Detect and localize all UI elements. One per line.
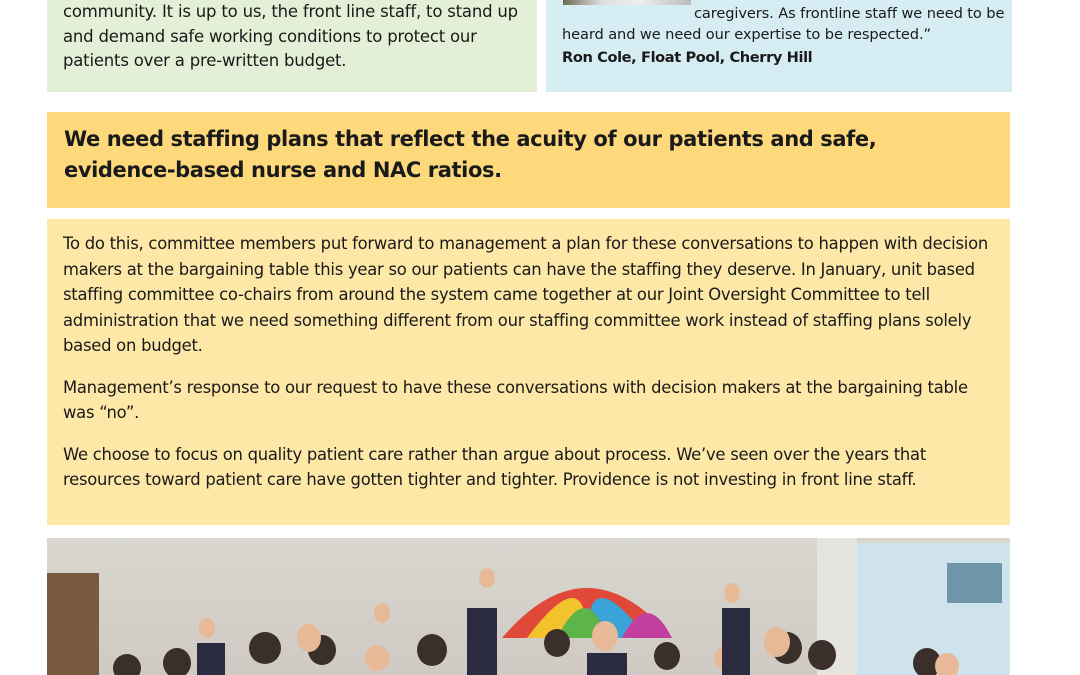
green-callout [47, 0, 537, 92]
quote-line: heard and we need our expertise to be respected.” [562, 26, 931, 43]
paragraph: Management’s response to our request to have these conversations with decision makers at the bargaining table was “no”. [63, 377, 968, 422]
body-text-box [47, 219, 1010, 525]
group-photo [47, 538, 1010, 675]
quote-line: caregivers. As frontline staff we need to be [694, 5, 1005, 22]
paragraph: To do this, committee members put forward to management a plan for these conversations to happen with decision makers at the bargaining table this year so our patients can have the staffing they deserve. In January, unit based staffing committee co-chairs from around the system came together at our Joint Oversight Committee to tell administration that we need something different from our staffing committee work instead of staffing plans solely based on budget. [63, 234, 988, 355]
quote-box [546, 0, 1012, 92]
group-photo-illustration [47, 538, 1010, 675]
paragraph: We choose to focus on quality patient care rather than argue about process. We’ve seen over the years that resources toward patient care have gotten tighter and tighter. Providence is not investing in front line staff. [63, 444, 927, 489]
banner-heading: We need staffing plans that reflect the acuity of our patients and safe, evidence-based nurse and NAC ratios. [64, 127, 877, 182]
quote-attribution: Ron Cole, Float Pool, Cherry Hill [562, 49, 813, 66]
heading-banner [47, 112, 1010, 208]
callout-text: community. It is up to us, the front line staff, to stand up and demand safe working conditions to protect our patients over a pre-written budget. [63, 2, 518, 70]
quote-portrait-photo [563, 0, 691, 5]
